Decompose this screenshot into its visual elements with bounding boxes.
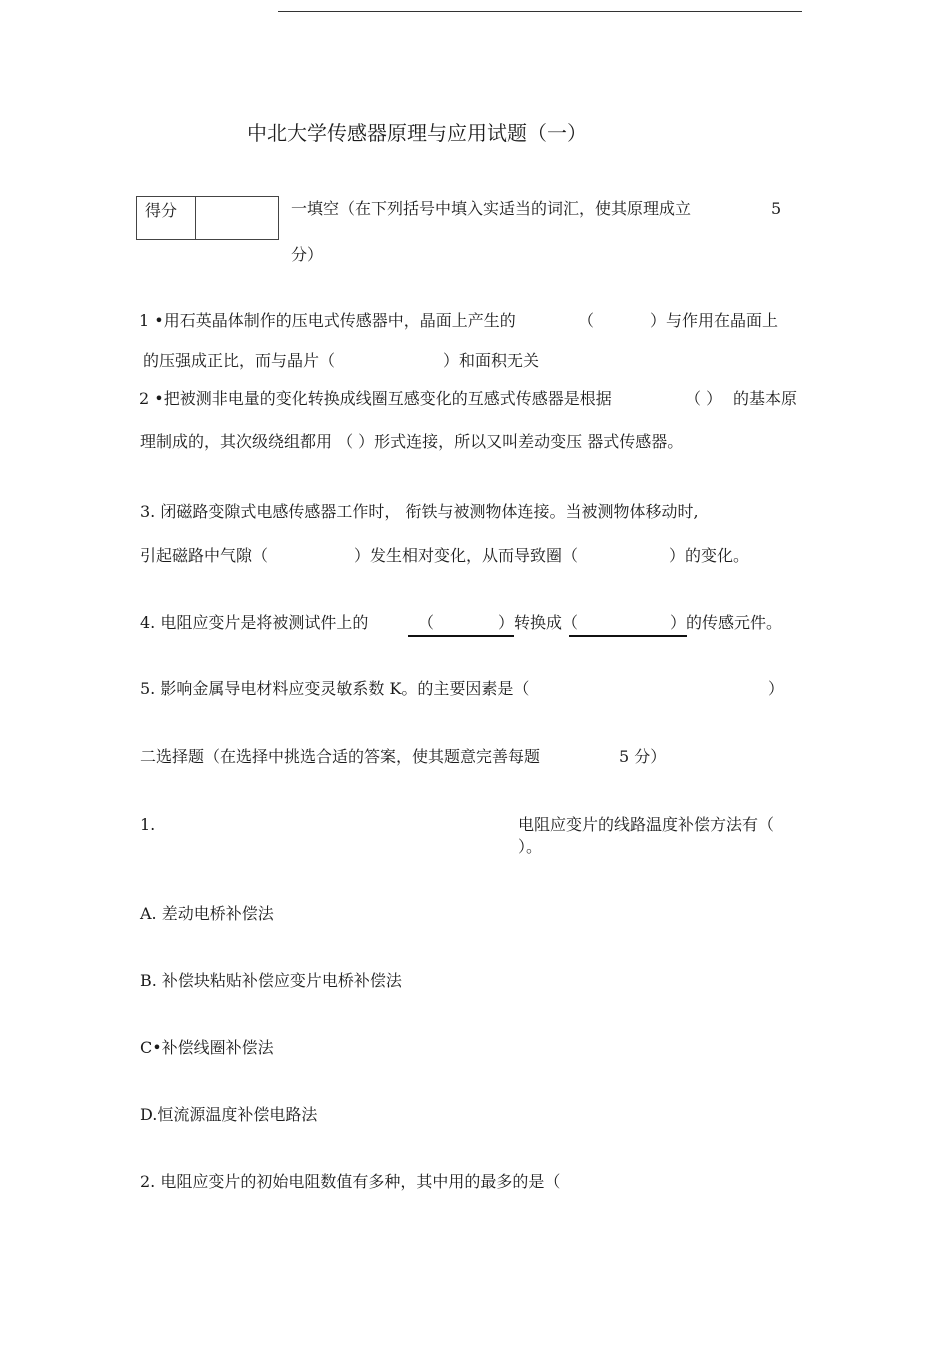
q5-text: 5. 影响金属导电材料应变灵敏系数 K。的主要因素是（ xyxy=(140,679,530,698)
section2-heading-points: 5 分） xyxy=(619,747,667,766)
page-title: 中北大学传感器原理与应用试题（一） xyxy=(247,121,587,145)
score-label: 得分 xyxy=(145,201,178,220)
s2-q1-option-c: C•补偿线圈补偿法 xyxy=(140,1038,274,1057)
top-rule xyxy=(278,11,802,12)
q2-blank: （ ） xyxy=(685,389,723,408)
section1-heading: 一填空（在下列括号中填入实适当的词汇，使其原理成立 xyxy=(291,199,692,218)
q3-line2-end: ）的变化。 xyxy=(669,546,750,565)
s2-q1-option-d: D.恒流源温度补偿电路法 xyxy=(140,1105,318,1124)
q2-line2: 理制成的，其次级绕组都用 （ ）形式连接，所以又叫差动变压 器式传感器。 xyxy=(140,432,684,451)
s2-q1-option-b: B. 补偿块粘贴补偿应变片电桥补偿法 xyxy=(140,971,402,990)
score-box-divider xyxy=(195,197,196,239)
q1-text-cont: ）与作用在晶面上 xyxy=(650,311,779,330)
s2-q1-option-a: A. 差动电桥补偿法 xyxy=(140,904,274,923)
q4-blank-open: （ xyxy=(418,613,435,632)
s2-q1-text: 电阻应变片的线路温度补偿方法有（ xyxy=(518,815,775,834)
q3-text: 3. 闭磁路变隙式电感传感器工作时， 衔铁与被测物体连接。当被测物体移动时, xyxy=(140,502,699,521)
q4-blank2-underline xyxy=(569,635,687,637)
q3-line2-mid: ）发生相对变化，从而导致圈（ xyxy=(354,546,579,565)
s2-q2-text: 2. 电阻应变片的初始电阻数值有多种，其中用的最多的是（ xyxy=(140,1172,561,1191)
q1-text: 1 •用石英晶体制作的压电式传感器中，晶面上产生的 xyxy=(139,311,516,330)
section1-heading-line2: 分） xyxy=(291,245,324,264)
s2-q1-number: 1. xyxy=(140,815,156,834)
q4-text-mid: ）转换成（ xyxy=(498,613,579,632)
q1-line2: 的压强成正比，而与晶片（ xyxy=(143,351,336,370)
q5-blank-close: ） xyxy=(768,679,785,698)
q2-text-cont: 的基本原 xyxy=(733,389,798,408)
q4-text: 4. 电阻应变片是将被测试件上的 xyxy=(140,613,369,632)
q4-blank1-underline xyxy=(408,635,514,637)
q3-line2: 引起磁路中气隙（ xyxy=(140,546,269,565)
section1-heading-points: 5 xyxy=(771,199,782,218)
q2-text: 2 •把被测非电量的变化转换成线圈互感变化的互感式传感器是根据 xyxy=(139,389,612,408)
section2-heading: 二选择题（在选择中挑选合适的答案，使其题意完善每题 xyxy=(140,747,541,766)
score-box xyxy=(136,196,279,240)
q4-text-end: ）的传感元件。 xyxy=(670,613,783,632)
q1-blank-open: （ xyxy=(578,311,595,330)
s2-q1-text-line2: ）。 xyxy=(518,837,543,856)
q1-line2-end: ）和面积无关 xyxy=(443,351,540,370)
